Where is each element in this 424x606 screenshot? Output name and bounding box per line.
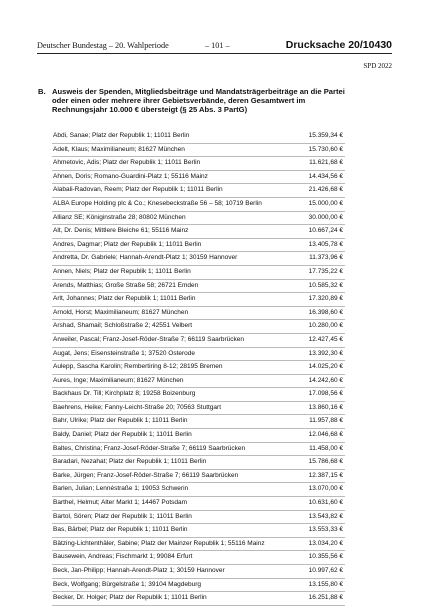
donation-amount: 17.735,22 € [308, 267, 343, 275]
table-row [52, 388, 345, 402]
document-number: Drucksache 20/10430 [285, 39, 392, 51]
donor-name: Becker, Dr. Holger; Platz der Republik 1; 11011 Berlin [53, 594, 207, 602]
donor-name: Backhaus Dr. Till; Kirchplatz 8; 19258 Boizenburg [53, 390, 196, 398]
donor-name: Barlen, Julian; Lennéstraße 1; 19053 Schwerin [53, 485, 189, 493]
donation-amount: 16.398,60 € [308, 308, 343, 316]
donation-amount: 10.631,60 € [308, 499, 343, 507]
table-row [52, 592, 345, 606]
table-row [52, 198, 345, 212]
donation-amount: 13.070,00 € [308, 485, 343, 493]
donor-name: Annen, Niels; Platz der Republik 1; 11011 Berlin [53, 267, 191, 275]
donation-amount: 12.427,45 € [308, 335, 343, 343]
donation-amount: 12.387,15 € [308, 471, 343, 479]
table-row [52, 252, 345, 266]
donation-amount: 14.434,56 € [308, 172, 343, 180]
donor-name: Baltes, Christina; Franz-Josef-Röder-Straße 7; 66119 Saarbrücken [53, 444, 246, 452]
donor-name: Ahmetovic, Adis; Platz der Republik 1; 11011 Berlin [53, 159, 201, 167]
donor-name: Adelt, Klaus; Maximilianeum; 81627 München [53, 145, 185, 153]
donation-amount: 15.730,60 € [308, 145, 343, 153]
donor-name: Bätzing-Lichtenthäler, Sabine; Platz der Mainzer Republik 1; 55116 Mainz [53, 539, 265, 547]
section-title: Ausweis der Spenden, Mitgliedsbeiträge und Mandatsträgerbeiträge an die Partei oder einen oder mehrere ihrer Gebietsverbände, deren Gesamtwert im Rechnungsjahr 10.000 € übersteigt (§ 25 Abs. 3 PartG) [52, 87, 345, 115]
table-row [52, 551, 345, 565]
donation-amount: 16.251,88 € [308, 594, 343, 602]
section-letter: B. [38, 87, 46, 96]
donor-name: Allianz SE; Königinstraße 28; 80802 München [53, 213, 186, 221]
donor-name: Aures, Inge; Maximilianeum; 81627 München [53, 376, 184, 384]
donor-name: Baldy, Daniel; Platz der Republik 1; 11011 Berlin [53, 431, 192, 439]
donor-table [52, 130, 345, 606]
donor-name: Beck, Wolfgang; Bürgelstraße 1; 39104 Magdeburg [53, 580, 202, 588]
donor-name: Baehrens, Heike; Fanny-Leicht-Straße 20; 70563 Stuttgart [53, 403, 222, 411]
donor-name: Barthel, Helmut; Alter Markt 1; 14467 Potsdam [53, 499, 188, 507]
donor-name: Andretta, Dr. Gabriele; Hannah-Arendt-Platz 1; 30159 Hannover [53, 254, 238, 262]
donor-name: Alabali-Radovan, Reem; Platz der Republik 1; 11011 Berlin [53, 186, 223, 194]
donation-amount: 14.242,60 € [308, 376, 343, 384]
donation-amount: 13.392,30 € [308, 349, 343, 357]
table-row [52, 266, 345, 280]
donor-name: Bahr, Ulrike; Platz der Republik 1; 11011 Berlin [53, 417, 188, 425]
donor-name: Augat, Jens; Eisensteinstraße 1; 37520 Osterode [53, 349, 196, 357]
table-row [52, 429, 345, 443]
donor-name: Aulepp, Sascha Karolin; Rembertiring 8-12; 28195 Bremen [53, 363, 223, 371]
table-row [52, 307, 345, 321]
donation-amount: 17.320,89 € [308, 295, 343, 303]
table-row [52, 293, 345, 307]
page-header [37, 40, 392, 54]
section-heading [38, 87, 348, 115]
donation-amount: 10.585,32 € [308, 281, 343, 289]
table-row [52, 483, 345, 497]
donation-amount: 13.405,78 € [308, 240, 343, 248]
table-row [52, 130, 345, 144]
table-row [52, 361, 345, 375]
donation-amount: 14.025,20 € [308, 363, 343, 371]
donation-amount: 13.543,82 € [308, 512, 343, 520]
donor-name: Arshad, Shamail; Schloßstraße 2; 42551 Velbert [53, 322, 193, 330]
donor-name: Arlt, Johannes; Platz der Republik 1; 11011 Berlin [53, 295, 196, 303]
table-row [52, 212, 345, 226]
donation-amount: 15.359,34 € [308, 132, 343, 139]
donation-amount: 11.373,96 € [309, 254, 343, 262]
table-row [52, 456, 345, 470]
table-row [52, 144, 345, 158]
table-row [52, 470, 345, 484]
donor-name: Beck, Jan-Philipp; Hannah-Arendt-Platz 1; 30159 Hannover [53, 567, 225, 574]
donation-amount: 13.860,16 € [308, 403, 343, 411]
table-row [52, 157, 345, 171]
table-row [52, 415, 345, 429]
donor-name: Barke, Jürgen; Franz-Josef-Röder-Straße 7; 66119 Saarbrücken [53, 471, 239, 479]
table-row [52, 538, 345, 552]
donor-name: Arnold, Horst; Maximilianeum; 81627 München [53, 308, 189, 316]
table-row [52, 375, 345, 389]
table-row [52, 334, 345, 348]
donation-amount: 30.000,00 € [308, 213, 343, 221]
donor-name: Arweiler, Pascal; Franz-Josef-Röder-Straße 7; 66119 Saarbrücken [53, 335, 244, 343]
donor-name: Abdi, Sanae; Platz der Republik 1; 11011 Berlin [53, 132, 190, 139]
table-row [52, 320, 345, 334]
donation-amount: 10.280,00 € [308, 322, 343, 330]
donor-name: Bas, Bärbel; Platz der Republik 1; 11011 Berlin [53, 526, 188, 534]
donation-amount: 17.098,56 € [308, 390, 343, 398]
table-row [52, 565, 345, 579]
publication-title: Deutscher Bundestag – 20. Wahlperiode [37, 41, 169, 50]
donor-name: Andres, Dagmar; Platz der Republik 1; 11011 Berlin [53, 240, 202, 248]
donation-amount: 13.034,20 € [308, 539, 343, 547]
table-row [52, 524, 345, 538]
page-number: – 101 – [205, 41, 230, 50]
donation-amount: 13.553,33 € [308, 526, 343, 534]
donor-name: Alt, Dr. Denis; Mittlere Bleiche 61; 55116 Mainz [53, 227, 189, 235]
donation-amount: 11.957,88 € [309, 417, 343, 425]
donation-amount: 15.000,00 € [308, 199, 343, 207]
table-row [52, 511, 345, 525]
donation-amount: 10.667,24 € [308, 227, 343, 235]
donation-amount: 21.426,68 € [308, 186, 343, 194]
table-row [52, 443, 345, 457]
donation-amount: 10.355,56 € [308, 553, 343, 561]
donation-amount: 13.155,80 € [308, 580, 343, 588]
table-row [52, 497, 345, 511]
table-row [52, 348, 345, 362]
donor-name: Arends, Matthias; Große Straße 58; 26721 Emden [53, 281, 199, 289]
donation-amount: 15.786,68 € [308, 458, 343, 466]
table-row [52, 171, 345, 185]
party-year-label: SPD 2022 [363, 62, 392, 70]
table-row [52, 579, 345, 593]
donor-name: Bausewein, Andreas; Fischmarkt 1; 99084 Erfurt [53, 553, 193, 561]
table-row [52, 239, 345, 253]
table-row [52, 402, 345, 416]
header-divider [37, 53, 392, 54]
donation-amount: 11.621,68 € [309, 159, 343, 167]
donation-amount: 12.046,68 € [308, 431, 343, 439]
donor-name: Ahnen, Doris; Romano-Guardini-Platz 1; 55116 Mainz [53, 172, 208, 180]
donation-amount: 10.997,62 € [308, 567, 343, 574]
donation-amount: 11.458,00 € [309, 444, 343, 452]
table-row [52, 280, 345, 294]
table-row [52, 225, 345, 239]
donor-name: Bartol, Sören; Platz der Republik 1; 11011 Berlin [53, 512, 192, 520]
table-row [52, 184, 345, 198]
donor-name: ALBA Europe Holding plc & Co.; Knesebeckstraße 56 – 58; 10719 Berlin [53, 199, 262, 207]
donor-name: Baradari, Nezahat; Platz der Republik 1; 11011 Berlin [53, 458, 207, 466]
